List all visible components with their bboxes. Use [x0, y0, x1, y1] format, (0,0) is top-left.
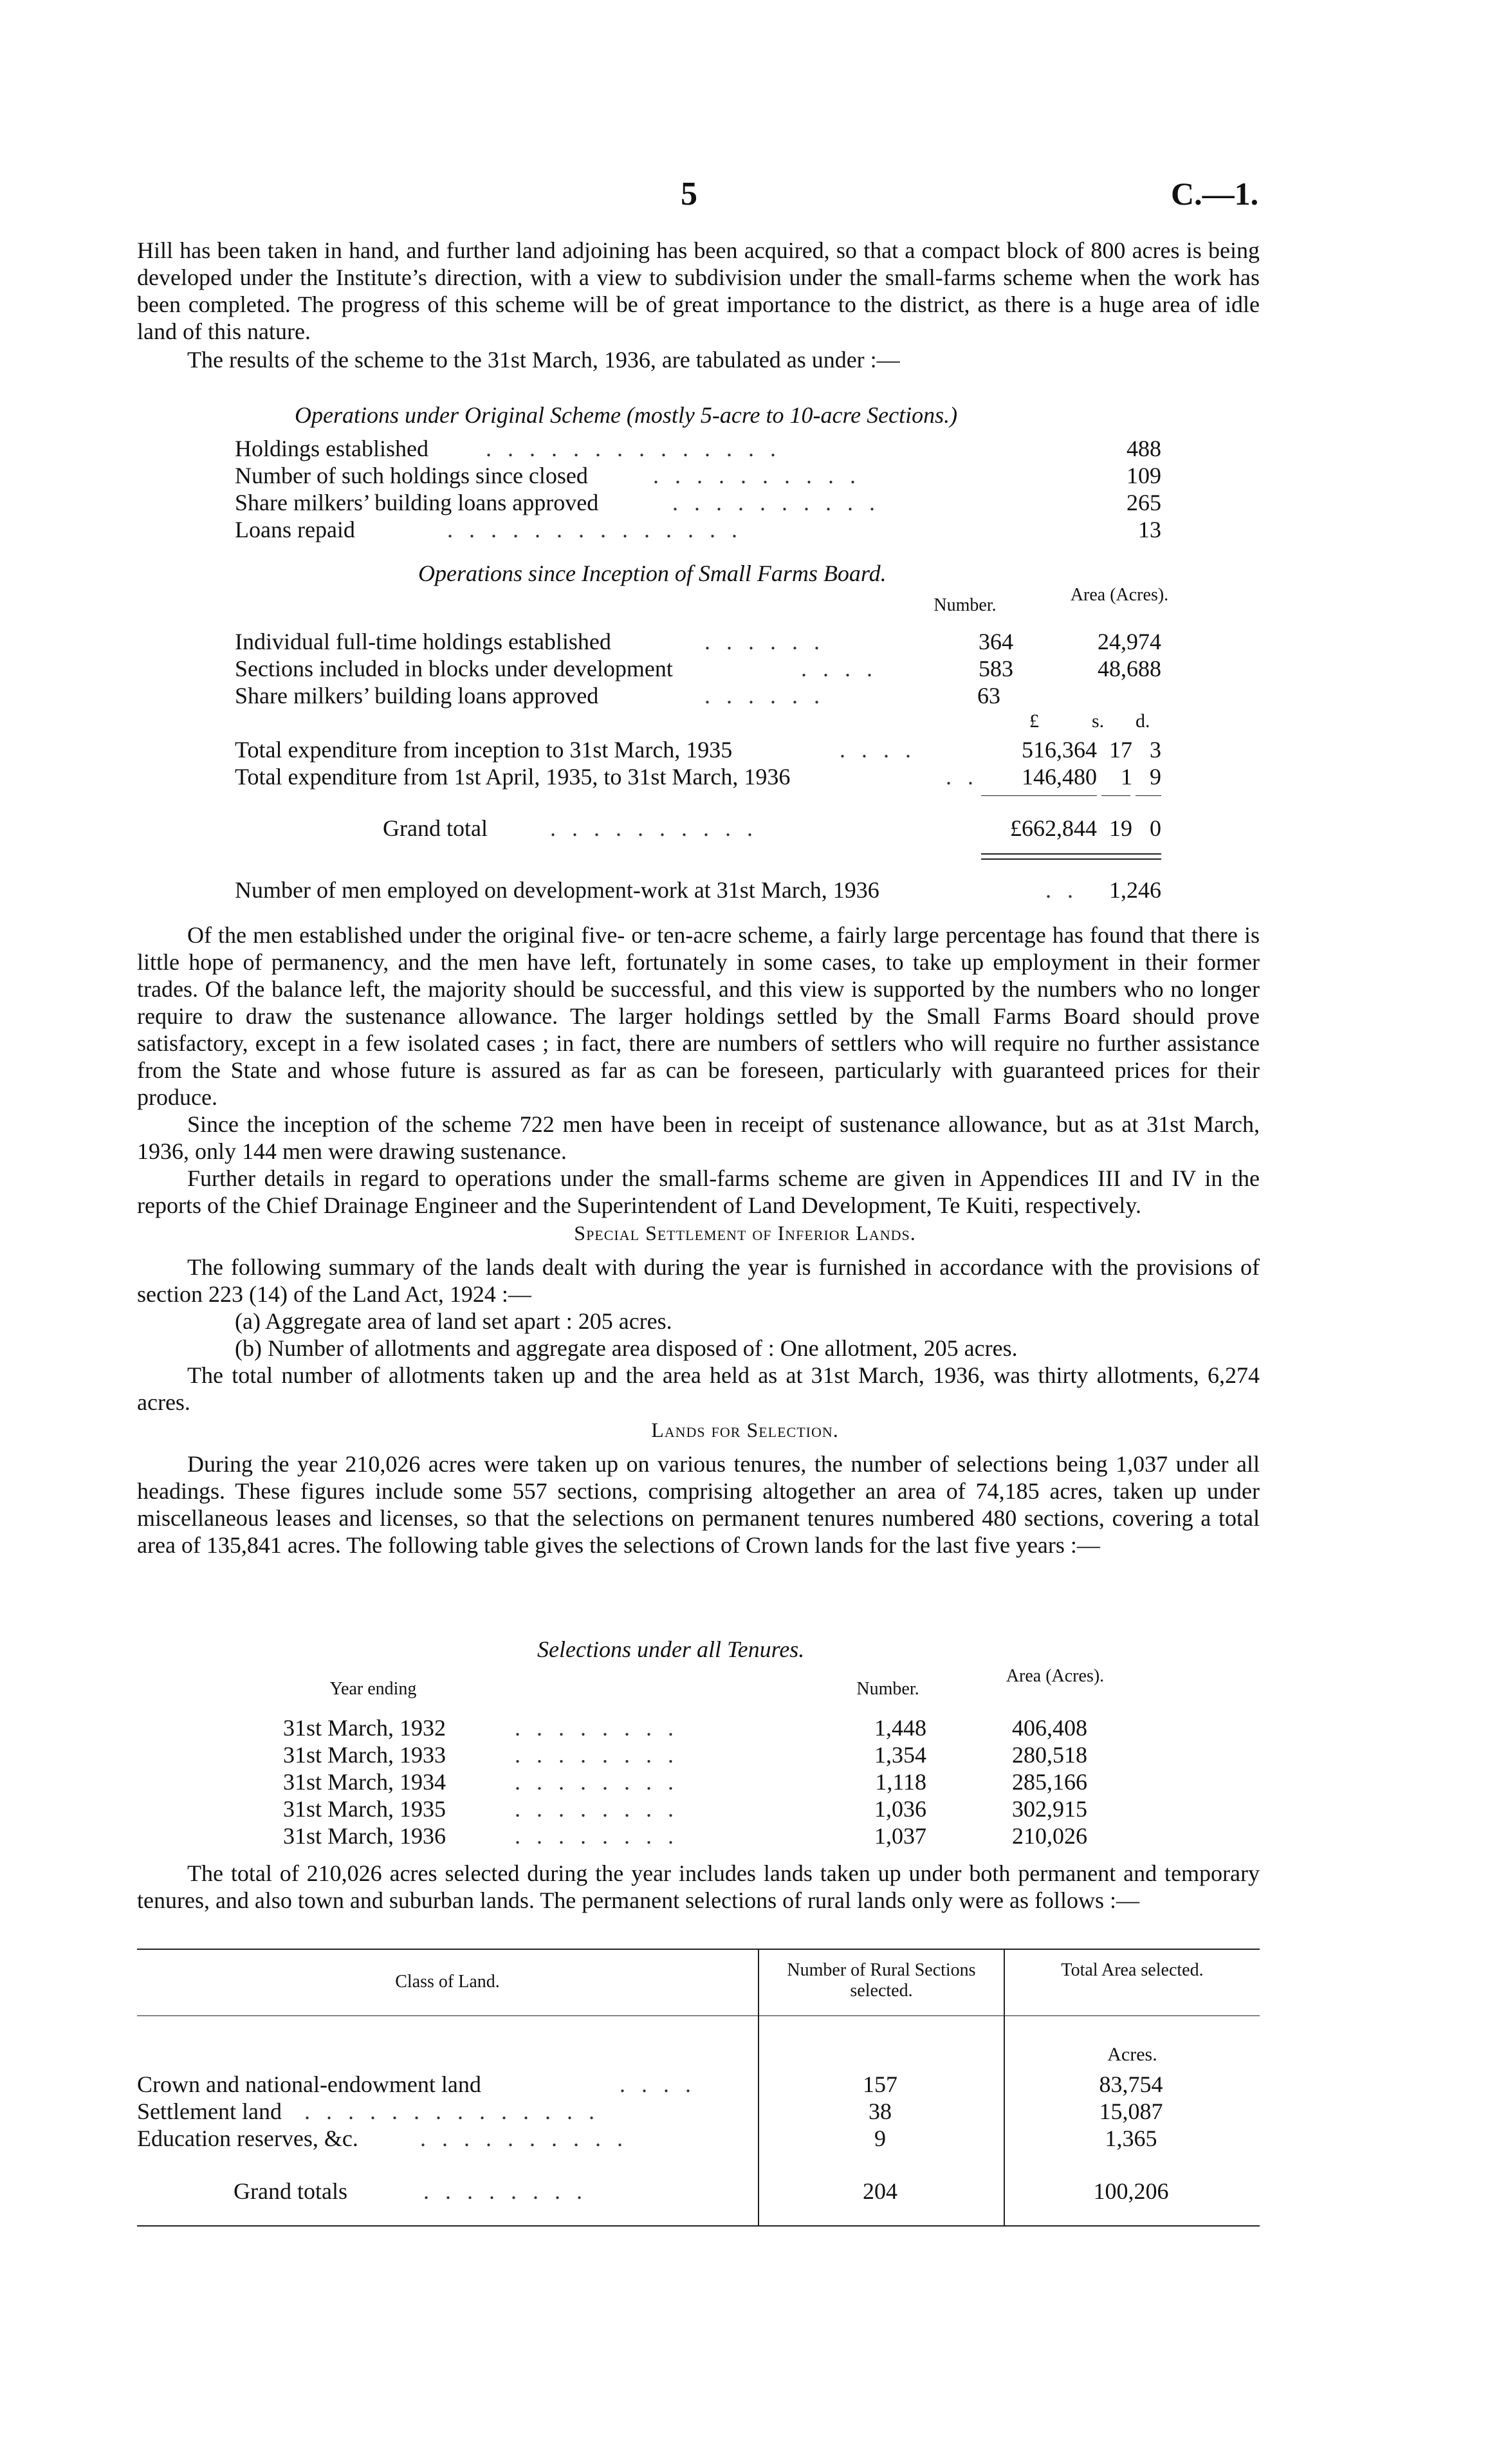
- sections-cell: 38: [869, 2098, 892, 2124]
- area-cell: 280,518: [1012, 1742, 1087, 1768]
- total-rule: [981, 853, 1161, 855]
- small-farms-row: [235, 682, 1161, 709]
- leader-dots: . . . . . . . . . . . . . .: [447, 517, 742, 542]
- leader-dots: . . . . . . . . . . . . . .: [486, 436, 781, 461]
- number-cell: 1,448: [874, 1715, 926, 1741]
- men-employed-value: 1,246: [1109, 877, 1161, 903]
- year-cell: 31st March, 1935: [283, 1796, 446, 1822]
- original-scheme-row: [235, 516, 1161, 543]
- class-cell: Education reserves, &c.: [137, 2126, 358, 2151]
- column-header-sections: Number of Rural Sections selected.: [787, 1960, 976, 2001]
- rural-total-row: [137, 2178, 1260, 2205]
- expenditure-row: [235, 736, 1161, 763]
- expenditure-shillings: 1: [1121, 764, 1132, 790]
- expenditure-pounds: 516,364: [1022, 737, 1097, 763]
- page-number: 5: [681, 176, 697, 212]
- area-cell: 406,408: [1012, 1715, 1087, 1741]
- leader-dots: . . . . . . . .: [515, 1796, 679, 1822]
- rural-row: [137, 2098, 1260, 2125]
- sections-cell: 9: [874, 2126, 886, 2151]
- area-cell: 210,026: [1012, 1823, 1087, 1849]
- year-cell: 31st March, 1936: [283, 1823, 446, 1849]
- row-value: 265: [1127, 490, 1161, 515]
- total-sections: 204: [863, 2178, 897, 2204]
- paragraph-appendices: Further details in regard to operations under the small-farms scheme are given in Appendices III and IV in the reports of the Chief Drainage Engineer and the Superintendent of Land Development, Te Kuiti, respectively.: [137, 1165, 1260, 1218]
- column-header-class: Class of Land.: [395, 1972, 500, 1992]
- leader-dots: . . . . . .: [704, 683, 825, 709]
- leader-dots: . . . . . . . . . . . . . .: [304, 2098, 600, 2124]
- row-value: 109: [1127, 463, 1161, 488]
- row-label: Total expenditure from inception to 31st March, 1935: [235, 737, 733, 763]
- row-label: Sections included in blocks under development: [235, 656, 673, 681]
- original-scheme-caption: Operations under Original Scheme (mostly 5-acre to 10-acre Sections.): [295, 402, 958, 428]
- sum-rule: [981, 795, 1097, 796]
- paragraph-intro: Hill has been taken in hand, and further land adjoining has been acquired, so that a compact block of 800 acres is being developed under the Institute’s direction, with a view to subdivision under the small-farms scheme when the work has been completed. The progress of this scheme will be of great importance to the district, as there is a huge area of idle land of this nature.: [137, 237, 1260, 344]
- leader-dots: . . . .: [620, 2071, 696, 2097]
- grand-total-pounds: £662,844: [1010, 815, 1097, 841]
- document-reference: C.—1.: [1171, 176, 1259, 212]
- row-value: 13: [1138, 517, 1161, 542]
- total-label: Grand totals: [234, 2178, 347, 2204]
- leader-dots: . . . . . .: [704, 629, 825, 654]
- column-header-number: Number.: [934, 595, 997, 615]
- sections-cell: 157: [863, 2071, 897, 2097]
- pounds-head: £: [1029, 710, 1039, 732]
- item-b: (b) Number of allotments and aggregate area disposed of : One allotment, 205 acres.: [235, 1335, 1018, 1361]
- row-label: Loans repaid: [235, 517, 355, 542]
- rural-row: [137, 2071, 1260, 2098]
- area-cell: 83,754: [1099, 2071, 1163, 2097]
- expenditure-shillings: 17: [1109, 737, 1132, 763]
- year-cell: 31st March, 1934: [283, 1769, 446, 1795]
- column-header-number: Number.: [856, 1679, 919, 1699]
- leader-dots: . . . .: [840, 737, 916, 763]
- selections-caption: Selections under all Tenures.: [537, 1636, 805, 1662]
- heading-lands-for-selection: Lands for Selection.: [651, 1418, 839, 1441]
- total-rule: [981, 858, 1161, 860]
- selections-row: [283, 1714, 1119, 1741]
- paragraph-total-selected: The total of 210,026 acres selected during the year includes lands taken up under both permanent and temporary tenures, and also town and suburban lands. The permanent selections of rural lands only were as follows :—: [137, 1860, 1260, 1913]
- leader-dots: . . . . . . . . . .: [420, 2126, 628, 2151]
- leader-dots: . . . .: [801, 656, 878, 681]
- leader-dots: . .: [1045, 877, 1078, 903]
- grand-total-shillings: 19: [1109, 815, 1132, 841]
- paragraph-results: The results of the scheme to the 31st March, 1936, are tabulated as under :—: [187, 347, 900, 373]
- small-farms-row: [235, 628, 1161, 655]
- expenditure-pounds: 146,480: [1022, 764, 1097, 790]
- expenditure-pence: 9: [1150, 764, 1161, 790]
- item-a: (a) Aggregate area of land set apart : 205 acres.: [235, 1308, 672, 1334]
- paragraph-summary: The following summary of the lands dealt with during the year is furnished in accordance with the provisions of section 223 (14) of the Land Act, 1924 :—: [137, 1254, 1260, 1307]
- original-scheme-row: [235, 489, 1161, 516]
- area-cell: 285,166: [1012, 1769, 1087, 1795]
- row-label: Individual full-time holdings established: [235, 629, 611, 654]
- row-label: Share milkers’ building loans approved: [235, 490, 599, 515]
- row-label: Number of such holdings since closed: [235, 463, 588, 488]
- table-bottom-rule: [137, 2225, 1260, 2227]
- year-cell: 31st March, 1932: [283, 1715, 446, 1741]
- rural-row: [137, 2125, 1260, 2152]
- sum-rule: [1101, 795, 1130, 796]
- leader-dots: . . . . . . . . . .: [550, 815, 758, 841]
- row-number: 583: [979, 656, 1013, 681]
- paragraph-selections: During the year 210,026 acres were taken up on various tenures, the number of selections being 1,037 under all headings. These figures include some 557 sections, comprising altogether an area of 74,185 acres, taken up under miscellaneous leases and licenses, so that the selections on permanent tenures numbered 480 sections, covering a total area of 135,841 acres. The following table gives the selections of Crown lands for the last five years :—: [137, 1451, 1260, 1558]
- number-cell: 1,037: [874, 1823, 926, 1849]
- number-cell: 1,354: [874, 1742, 926, 1768]
- original-scheme-row: [235, 462, 1161, 489]
- paragraph-allotments: The total number of allotments taken up and the area held as at 31st March, 1936, was thirty allotments, 6,274 acres.: [137, 1362, 1260, 1415]
- number-cell: 1,036: [874, 1796, 926, 1822]
- column-header-year: Year ending: [329, 1679, 417, 1699]
- small-farms-caption: Operations since Inception of Small Farms Board.: [418, 560, 887, 586]
- total-area: 100,206: [1093, 2178, 1169, 2204]
- row-number: 63: [977, 683, 1000, 709]
- selections-row: [283, 1795, 1119, 1822]
- class-cell: Settlement land: [137, 2098, 282, 2124]
- row-label: Share milkers’ building loans approved: [235, 683, 599, 709]
- row-area: 24,974: [1098, 629, 1161, 654]
- grand-total-pence: 0: [1150, 815, 1161, 841]
- leader-dots: . . . . . . . . . .: [672, 490, 880, 515]
- heading-special-settlement: Special Settlement of Inferior Lands.: [574, 1221, 916, 1245]
- grand-total-row: [235, 815, 1161, 842]
- selections-row: [283, 1741, 1119, 1768]
- area-cell: 1,365: [1105, 2126, 1157, 2151]
- area-cell: 302,915: [1012, 1796, 1087, 1822]
- row-area: 48,688: [1098, 656, 1161, 681]
- area-unit: Acres.: [1107, 2044, 1157, 2065]
- table-top-rule: [137, 1949, 1260, 1950]
- selections-row: [283, 1822, 1119, 1849]
- men-employed-label: Number of men employed on development-work at 31st March, 1936: [235, 877, 879, 903]
- expenditure-pence: 3: [1150, 737, 1161, 763]
- header-rule: [137, 2015, 1260, 2016]
- leader-dots: . . . . . . . .: [515, 1742, 679, 1768]
- column-header-area: Total Area selected.: [1061, 1960, 1204, 1980]
- row-value: 488: [1127, 436, 1161, 461]
- year-cell: 31st March, 1933: [283, 1742, 446, 1768]
- leader-dots: . . . . . . . .: [515, 1823, 679, 1849]
- leader-dots: . . . . . . . .: [515, 1769, 679, 1795]
- paragraph-sustenance: Since the inception of the scheme 722 men have been in receipt of sustenance allowance, but as at 31st March, 1936, only 144 men were drawing sustenance.: [137, 1111, 1260, 1164]
- leader-dots: . . . . . . . . . .: [653, 463, 861, 488]
- sum-rule: [1136, 795, 1161, 796]
- men-employed-row: [235, 876, 1161, 903]
- small-farms-row: [235, 655, 1161, 682]
- area-cell: 15,087: [1099, 2098, 1163, 2124]
- column-header-area: Area (Acres).: [1070, 585, 1169, 605]
- expenditure-row: [235, 763, 1161, 790]
- grand-total-label: Grand total: [383, 815, 488, 841]
- shillings-head: s.: [1092, 710, 1105, 732]
- number-cell: 1,118: [875, 1769, 926, 1795]
- column-header-area: Area (Acres).: [1006, 1666, 1105, 1686]
- paragraph-original-scheme: Of the men established under the original five- or ten-acre scheme, a fairly large percentage has found that there is little hope of permanency, and the men have left, fortunately in some cases, to take up employment in their former trades. Of the balance left, the majority should be successful, and this view is supported by the numbers who no longer require to draw the sustenance allowance. The larger holdings settled by the Small Farms Board should prove satisfactory, except in a few isolated cases ; in fact, there are numbers of settlers who will require no further assistance from the State and whose future is assured as far as can be foreseen, particularly with guaranteed prices for their produce.: [137, 922, 1260, 1110]
- leader-dots: . . . . . . . .: [515, 1715, 679, 1741]
- pence-head: d.: [1136, 710, 1150, 732]
- row-label: Holdings established: [235, 436, 428, 461]
- leader-dots: . .: [946, 764, 979, 790]
- row-number: 364: [979, 629, 1013, 654]
- leader-dots: . . . . . . . .: [423, 2178, 587, 2204]
- selections-row: [283, 1768, 1119, 1795]
- original-scheme-row: [235, 435, 1161, 462]
- row-label: Total expenditure from 1st April, 1935, to 31st March, 1936: [235, 764, 791, 790]
- class-cell: Crown and national-endowment land: [137, 2071, 481, 2097]
